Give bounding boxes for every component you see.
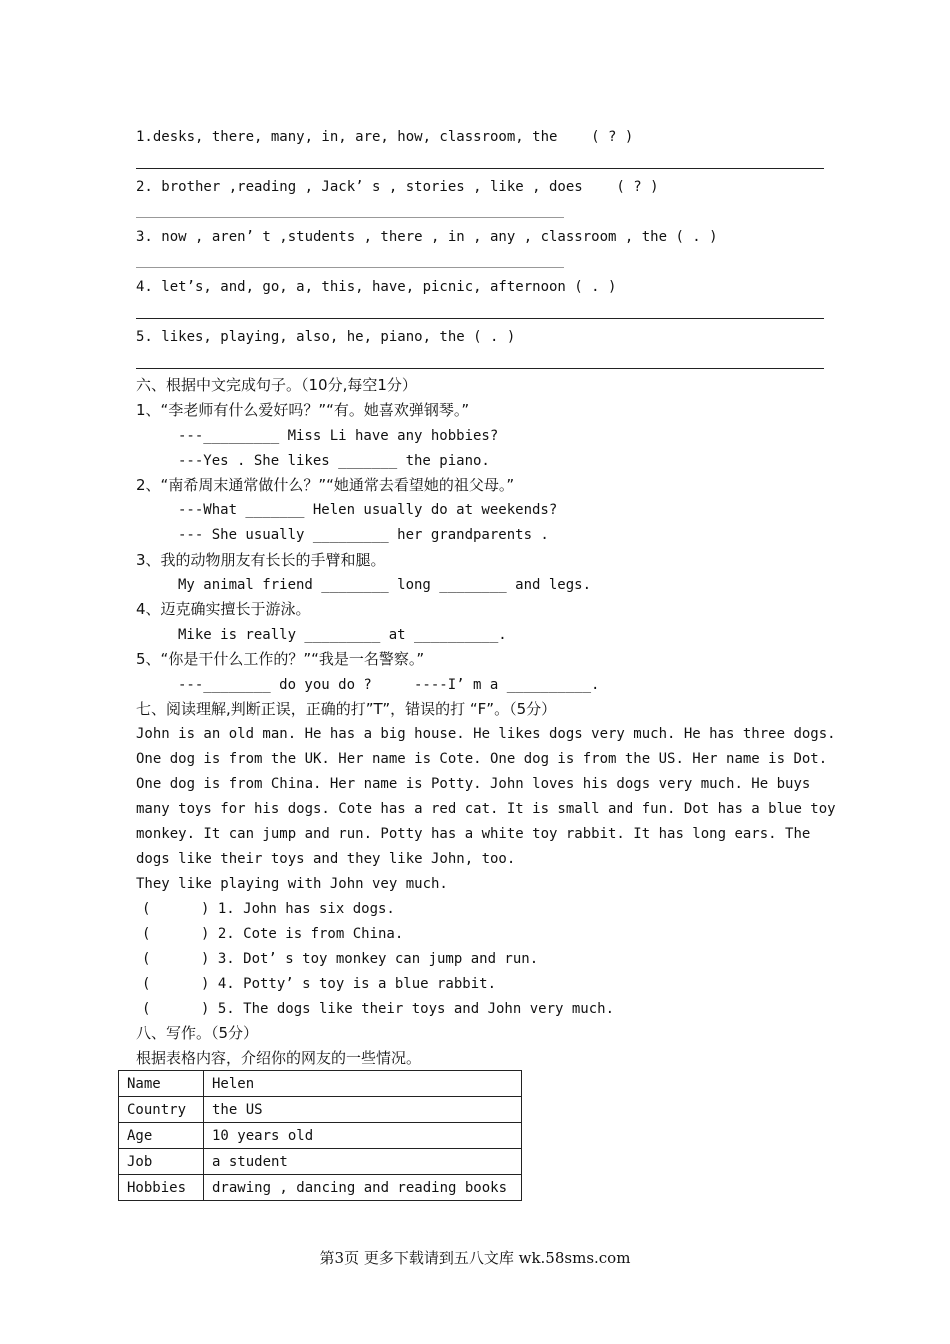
section8-instruction: 根据表格内容，介绍你的网友的一些情况。 xyxy=(136,1049,422,1067)
table-value: 10 years old xyxy=(204,1123,522,1149)
q1-line-b: ---Yes . She likes _______ the piano. xyxy=(178,453,490,469)
reorder-item-5: 5. likes, playing, also, he, piano, the ( . ) xyxy=(136,329,516,345)
q4-chinese: 4、迈克确实擅长于游泳。 xyxy=(136,600,311,618)
q1-chinese: 1、“李老师有什么爱好吗？”“有。她喜欢弹钢琴。” xyxy=(136,401,470,419)
tf-question-5: ( ) 5. The dogs like their toys and John very much. xyxy=(142,1001,615,1017)
q3-line-a: My animal friend ________ long ________ and legs. xyxy=(178,577,592,593)
table-key: Country xyxy=(119,1097,204,1123)
table-key: Age xyxy=(119,1123,204,1149)
passage-line: monkey. It can jump and run. Potty has a white toy rabbit. It has long ears. The xyxy=(136,826,811,842)
q2-line-b: --- She usually _________ her grandparents . xyxy=(178,527,549,543)
penpal-info-table xyxy=(118,1070,522,1201)
answer-line-1 xyxy=(136,168,824,169)
table-row xyxy=(119,1123,522,1149)
tf-question-4: ( ) 4. Potty’ s toy is a blue rabbit. xyxy=(142,976,497,992)
table-key: Name xyxy=(119,1071,204,1097)
section6-heading: 六、根据中文完成句子。（10分,每空1分） xyxy=(136,376,417,394)
q4-line-a: Mike is really _________ at __________. xyxy=(178,627,507,643)
reorder-item-1: 1.desks, there, many, in, are, how, classroom, the ( ? ) xyxy=(136,129,634,145)
table-value: the US xyxy=(204,1097,522,1123)
table-value: a student xyxy=(204,1149,522,1175)
table-value: Helen xyxy=(204,1071,522,1097)
passage-line: many toys for his dogs. Cote has a red cat. It is small and fun. Dot has a blue toy xyxy=(136,801,836,817)
q1-line-a: ---_________ Miss Li have any hobbies? xyxy=(178,428,499,444)
q5-chinese: 5、“你是干什么工作的？”“我是一名警察。” xyxy=(136,650,425,668)
passage-line: dogs like their toys and they like John, too. xyxy=(136,851,516,867)
q2-chinese: 2、“南希周末通常做什么？”“她通常去看望她的祖父母。” xyxy=(136,476,515,494)
reorder-item-4: 4. let’s, and, go, a, this, have, picnic, afternoon ( . ) xyxy=(136,279,617,295)
passage-line: John is an old man. He has a big house. He likes dogs very much. He has three dogs. xyxy=(136,726,836,742)
answer-line-4 xyxy=(136,318,824,319)
table-row xyxy=(119,1097,522,1123)
section8-heading: 八、写作。（5分） xyxy=(136,1024,259,1042)
table-row xyxy=(119,1175,522,1201)
tf-question-2: ( ) 2. Cote is from China. xyxy=(142,926,404,942)
reorder-item-2: 2. brother ,reading , Jack’ s , stories , like , does ( ? ) xyxy=(136,179,659,195)
table-row xyxy=(119,1149,522,1175)
page-footer: 第3页 更多下载请到五八文库 wk.58sms.com xyxy=(319,1249,631,1267)
table-key: Job xyxy=(119,1149,204,1175)
reorder-item-3: 3. now , aren’ t ,students , there , in , any , classroom , the ( . ) xyxy=(136,229,718,245)
table-row xyxy=(119,1071,522,1097)
passage-line: One dog is from the UK. Her name is Cote. One dog is from the US. Her name is Dot. xyxy=(136,751,828,767)
answer-line-3 xyxy=(136,267,564,268)
tf-question-3: ( ) 3. Dot’ s toy monkey can jump and run. xyxy=(142,951,539,967)
tf-question-1: ( ) 1. John has six dogs. xyxy=(142,901,395,917)
q2-line-a: ---What _______ Helen usually do at weekends? xyxy=(178,502,558,518)
passage-line: One dog is from China. Her name is Potty. John loves his dogs very much. He buys xyxy=(136,776,811,792)
answer-line-5 xyxy=(136,368,824,369)
answer-line-2 xyxy=(136,217,564,218)
passage-line: They like playing with John vey much. xyxy=(136,876,448,892)
q5-line-a: ---________ do you do ? ----I’ m a __________. xyxy=(178,677,600,693)
q3-chinese: 3、我的动物朋友有长长的手臂和腿。 xyxy=(136,551,386,569)
section7-heading: 七、阅读理解,判断正误，正确的打”T”，错误的打 “F”。（5分） xyxy=(136,700,557,718)
table-key: Hobbies xyxy=(119,1175,204,1201)
table-value: drawing , dancing and reading books xyxy=(204,1175,522,1201)
